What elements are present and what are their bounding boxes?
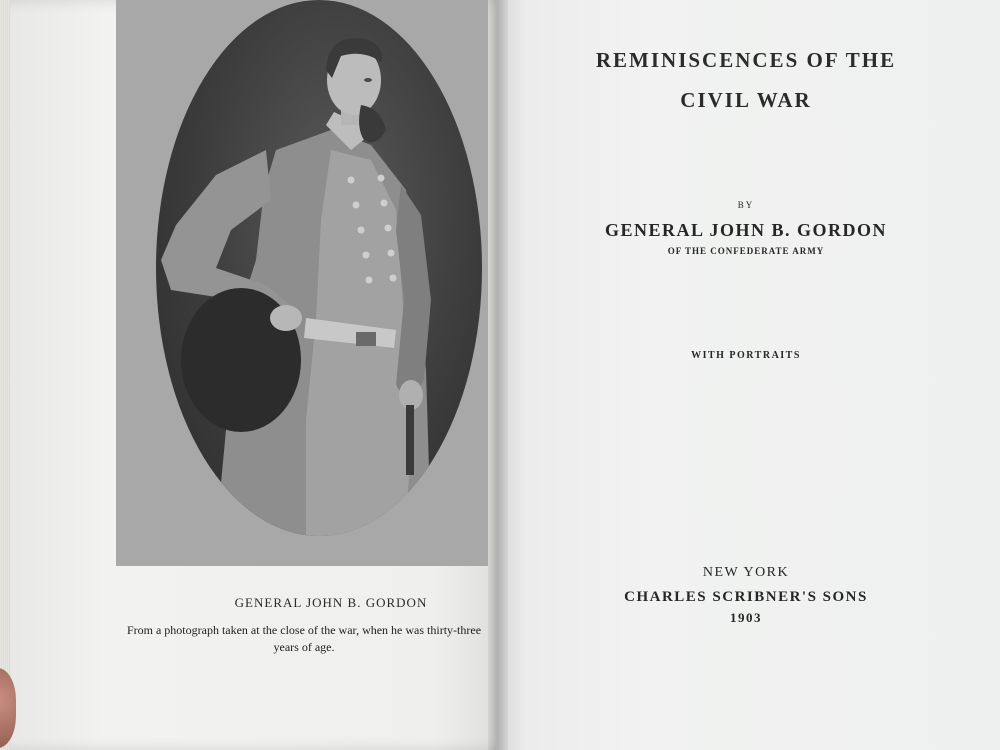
book-title-line-1: REMINISCENCES OF THE [595, 48, 897, 72]
portraits-note: WITH PORTRAITS [691, 350, 801, 361]
book-title-line-2: CIVIL WAR [680, 88, 812, 112]
portrait-photo [156, 0, 482, 536]
publisher-name: CHARLES SCRIBNER'S SONS [624, 589, 868, 605]
author-name: GENERAL JOHN B. GORDON [604, 220, 888, 240]
portrait-figure [156, 0, 482, 536]
publisher-city: NEW YORK [702, 565, 790, 580]
by-label: BY [737, 200, 755, 210]
author-affiliation: OF THE CONFEDERATE ARMY [667, 246, 825, 256]
frontispiece-caption-description: From a photograph taken at the close of the war, when he was thirty-three years of age. [126, 623, 482, 654]
publication-year: 1903 [730, 610, 762, 625]
page-edges [0, 0, 10, 750]
frontispiece-caption-name: GENERAL JOHN B. GORDON [234, 595, 428, 610]
